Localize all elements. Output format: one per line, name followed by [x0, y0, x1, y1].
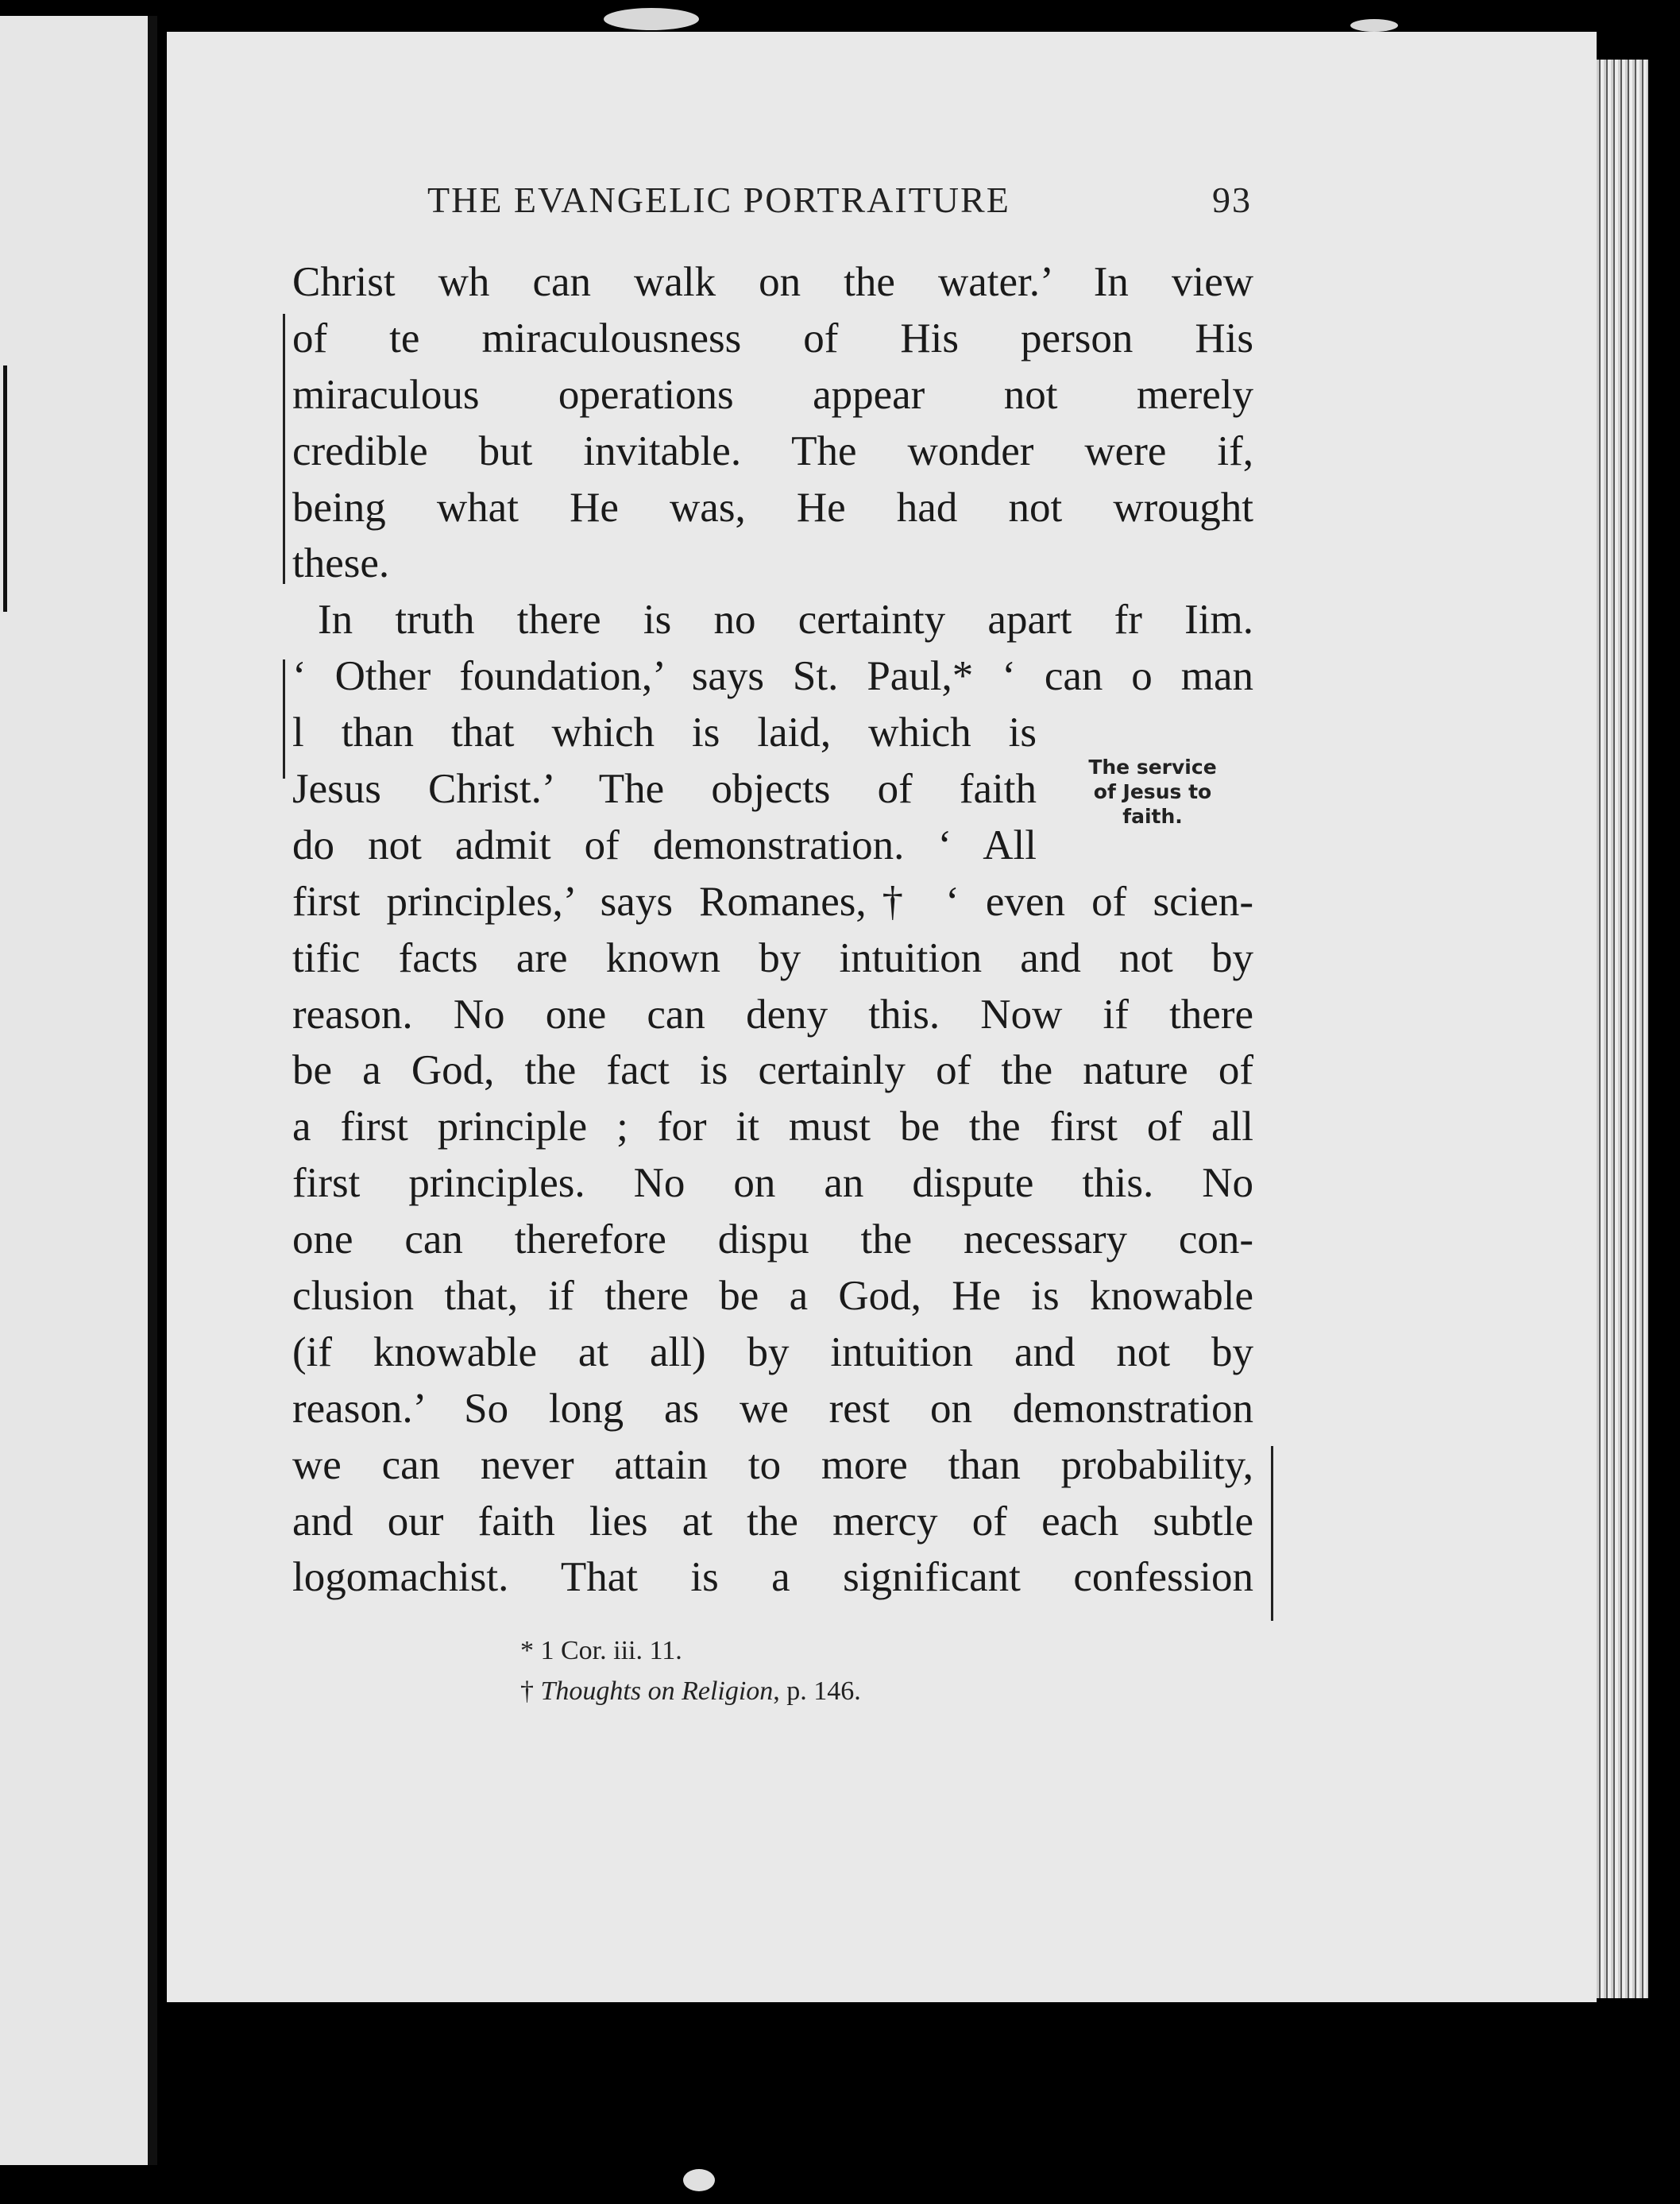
gutter-mark — [3, 365, 7, 612]
footnote-title: Thoughts on Religion — [540, 1676, 774, 1706]
text-line: miraculous operations appear not merely — [292, 371, 1253, 418]
text-line: we can never attain to more than probability, — [292, 1441, 1253, 1488]
text-line: a first principle ; for it must be the first of all — [292, 1104, 1253, 1150]
text-line: reason. No one can deny this. Now if there — [292, 991, 1253, 1038]
footnote-text: , p. 146. — [773, 1676, 861, 1706]
footnote-text: 1 Cor. iii. 11. — [540, 1636, 682, 1665]
scan-noise-top — [0, 0, 1680, 32]
text-line: first principles. No on an dispute this. No — [292, 1160, 1253, 1207]
text-line: tific facts are known by intuition and not by — [292, 934, 1253, 981]
text-line: do not admit of demonstration. ‘ All — [292, 822, 1037, 868]
body-text — [292, 254, 1253, 1606]
footnote-mark: † — [520, 1676, 534, 1706]
text-line: clusion that, if there be a God, He is knowable — [292, 1273, 1253, 1320]
footnote — [520, 1630, 861, 1671]
text-line: credible but invitable. The wonder were if, — [292, 427, 1253, 474]
margin-line — [1271, 1446, 1273, 1621]
text-line: logomachist. That is a significant confession — [292, 1554, 1253, 1601]
page-gutter — [148, 16, 157, 2165]
text-line: first principles,’ says Romanes,† ‘ even of scien- — [292, 878, 1253, 925]
text-line: be a God, the fact is certainly of the nature of — [292, 1047, 1253, 1094]
text-line: being what He was, He had not wrought — [292, 484, 1253, 531]
footnote-mark: * — [520, 1636, 534, 1665]
page-number: 93 — [1212, 180, 1252, 220]
margin-line — [283, 314, 285, 584]
marginal-note — [1069, 755, 1236, 829]
text-line: In truth there is no certainty apart fr Iim. — [318, 597, 1253, 644]
text-line: ‘ Other foundation,’ says St. Paul,* ‘ can o man — [292, 653, 1253, 700]
text-line: of te miraculousness of His person His — [292, 315, 1253, 362]
text-line: and our faith lies at the mercy of each subtle — [292, 1498, 1253, 1545]
footnotes — [520, 1630, 861, 1711]
text-line: one can therefore dispu the necessary con- — [292, 1216, 1253, 1263]
text-line: Christ wh can walk on the water.’ In view — [292, 259, 1253, 305]
facing-page — [0, 16, 157, 2165]
marginal-note-line: The service — [1088, 756, 1217, 779]
margin-line — [283, 659, 285, 779]
page-stack-edge — [1597, 60, 1648, 1998]
running-head — [427, 179, 1252, 221]
text-line: (if knowable at all) by intuition and not by — [292, 1328, 1253, 1375]
running-head-title: THE EVANGELIC PORTRAITURE — [427, 180, 1010, 220]
text-line: l than that which is laid, which is — [292, 710, 1037, 756]
text-line: Jesus Christ.’ The objects of faith — [292, 766, 1037, 813]
scan-noise-bottom — [683, 2169, 715, 2191]
marginal-note-line: of Jesus to — [1093, 780, 1212, 803]
marginal-note-line: faith. — [1122, 805, 1183, 828]
text-line: these. — [292, 540, 390, 587]
text-line: reason.’ So long as we rest on demonstration — [292, 1385, 1253, 1432]
footnote — [520, 1671, 861, 1711]
